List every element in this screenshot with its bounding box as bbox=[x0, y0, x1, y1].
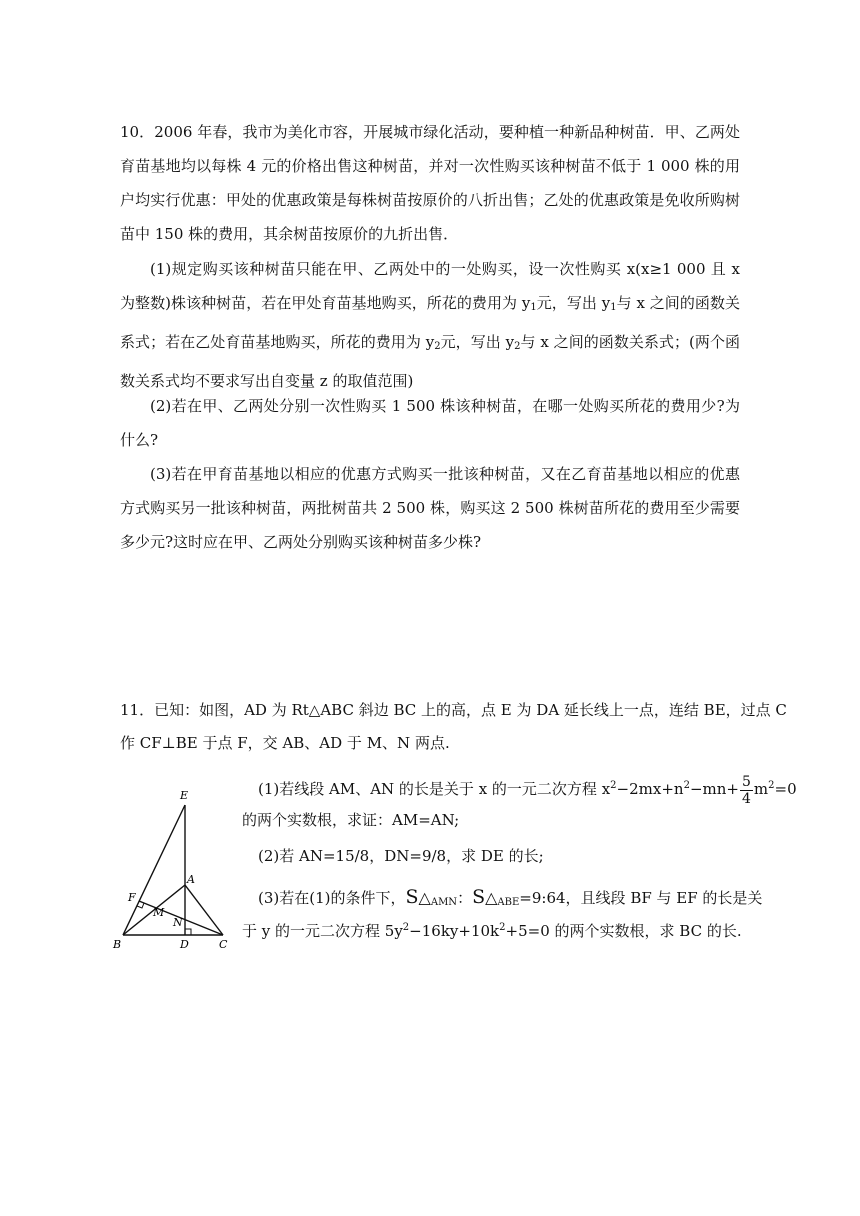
five-fourths-fraction: $\frac{5}{4}$ bbox=[741, 773, 751, 807]
label-F: F bbox=[128, 891, 136, 904]
q11-part3-line2: 于 y 的一元二次方程 $5y^2-16ky+10k^2+5=0$ 的两个实数根，求 BC 的长. bbox=[242, 922, 742, 940]
right-angle-mark-D bbox=[185, 929, 191, 935]
q11-part2: (2)若 AN=15/8，DN=9/8，求 DE 的长; bbox=[258, 847, 544, 865]
label-M: M bbox=[153, 906, 165, 919]
label-D: D bbox=[180, 938, 189, 951]
q10-part3: (3)若在甲育苗基地以相应的优惠方式购买一批该种树苗，又在乙育苗基地以相应的优惠方式购买另一批该种树苗，两批树苗共 2 500 株，购买这 2 500 株树苗所花的费用至少需要多少元?这时应在甲、乙两处分别购买该种树苗多少株? bbox=[120, 465, 740, 551]
q11-stem-line2: 作 CF⊥BE 于点 F，交 AB、AD 于 M、N 两点. bbox=[120, 734, 450, 752]
label-E: E bbox=[180, 789, 189, 802]
q10-stem: 10．2006 年春，我市为美化市容，开展城市绿化活动，要种植一种新品种树苗．甲、乙两处育苗基地均以每株 4 元的价格出售这种树苗，并对一次性购买该种树苗不低于 1 000 株的用户均实行优惠：甲处的优惠政策是每株树苗按原价的八折出售；乙处的优惠政策是免收所购树苗中 150 株的费用，其余树苗按原价的九折出售． bbox=[120, 123, 740, 243]
label-N: N bbox=[173, 916, 183, 929]
label-B: B bbox=[113, 938, 122, 951]
label-C: C bbox=[219, 938, 228, 951]
q10-part1: (1)规定购买该种树苗只能在甲、乙两处中的一处购买，设一次性购买 x(x≥1 000 且 x 为整数)株该种树苗，若在甲处育苗基地购买，所花的费用为 $y_1$元，写出 $y_1$与 x 之间的函数关系式；若在乙处育苗基地购买，所花的费用为 $y_2$元，写出 $y_2$与 x 之间的函数关系式；(两个函数关系式均不要求写出自变量 z 的取值范围) bbox=[120, 260, 740, 390]
q11-part1-line1: (1)若线段 AM、AN 的长是关于 x 的一元二次方程 $x^2-2mx+n^2-mn+$ $\frac{5}{4}$ $m^2=0$ bbox=[258, 773, 797, 807]
label-A: A bbox=[187, 873, 195, 886]
geometry-figure bbox=[110, 788, 240, 953]
q11-part1-line2: 的两个实数根，求证：AM=AN; bbox=[242, 811, 460, 829]
q11-stem-line1: 11．已知：如图，AD 为 Rt△ABC 斜边 BC 上的高，点 E 为 DA 延长线上一点，连结 BE，过点 C bbox=[120, 701, 787, 719]
q11-part3-line1: (3)若在(1)的条件下，$S\triangle_{AMN}$：$S\triangle_{ABE}=9:64$，且线段 BF 与 EF 的长是关 bbox=[258, 886, 763, 908]
q10-part2: (2)若在甲、乙两处分别一次性购买 1 500 株该种树苗，在哪一处购买所花的费用少?为什么? bbox=[120, 397, 740, 449]
